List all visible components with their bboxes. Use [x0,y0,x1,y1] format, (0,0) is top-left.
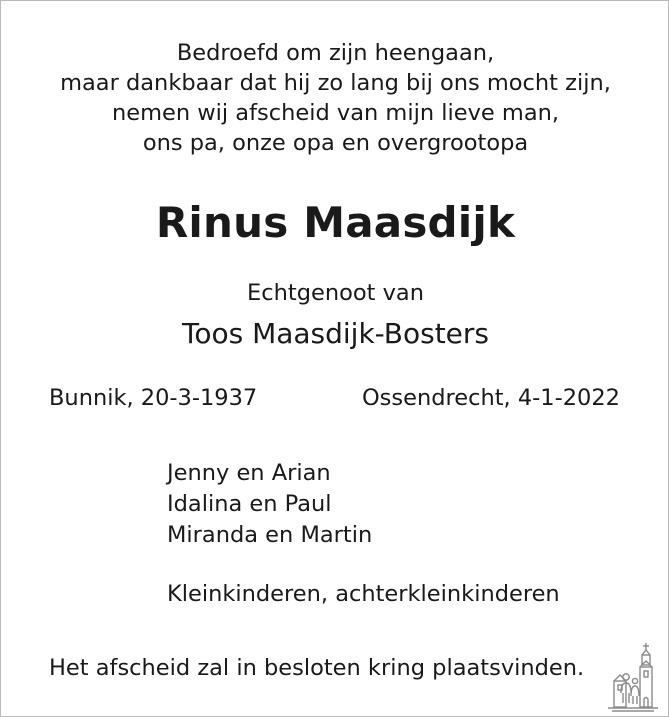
list-item: Jenny en Arian [167,460,331,486]
closing-note: Het afscheid zal in besloten kring plaatsvinden. [49,655,585,681]
list-item: Miranda en Martin [167,522,373,548]
spouse-label: Echtgenoot van [247,280,424,306]
birth-place-date: Bunnik, 20-3-1937 [49,385,258,411]
death-place-date: Ossendrecht, 4-1-2022 [361,385,620,411]
intro-line: maar dankbaar dat hij zo lang bij ons mocht zijn, [60,70,611,96]
church-tower-family-icon [604,641,662,713]
intro-line: ons pa, onze opa en overgrootopa [142,130,529,156]
intro-text [1,38,669,158]
grandchildren-line: Kleinkinderen, achterkleinkinderen [167,581,560,607]
intro-line: nemen wij afscheid van mijn lieve man, [111,100,560,126]
children-list [167,458,372,551]
intro-line: Bedroefd om zijn heengaan, [176,40,495,66]
spouse-name: Toos Maasdijk-Bosters [181,317,490,350]
list-item: Idalina en Paul [167,491,332,517]
deceased-name: Rinus Maasdijk [155,198,516,247]
